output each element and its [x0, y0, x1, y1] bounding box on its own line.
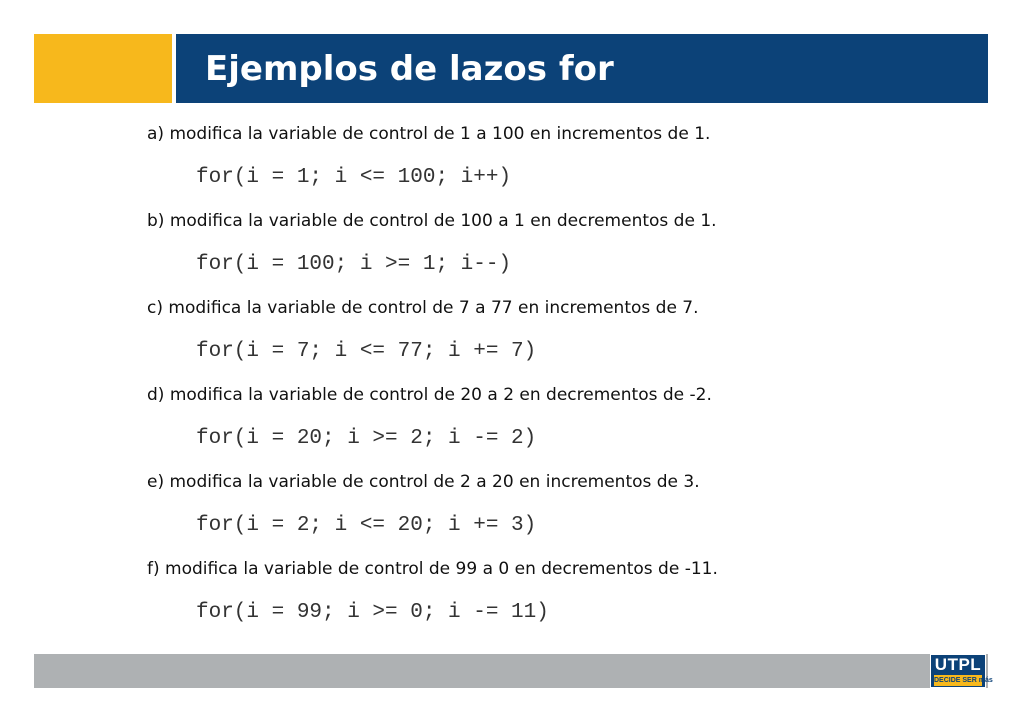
example-b — [147, 205, 947, 292]
example-code: for(i = 2; i <= 20; i += 3) — [196, 514, 537, 537]
header-accent-block — [34, 34, 172, 103]
example-c — [147, 292, 947, 379]
example-description: e) modifica la variable de control de 2 a 20 en incrementos de 3. — [147, 472, 700, 492]
logo-wordmark: UTPL — [934, 655, 982, 674]
example-description: a) modifica la variable de control de 1 a 100 en incrementos de 1. — [147, 124, 711, 144]
example-e — [147, 466, 947, 553]
example-description: b) modifica la variable de control de 100 a 1 en decrementos de 1. — [147, 211, 717, 231]
example-d — [147, 379, 947, 466]
example-description: f) modifica la variable de control de 99 a 0 en decrementos de -11. — [147, 559, 718, 579]
examples-list — [147, 118, 947, 640]
example-code: for(i = 7; i <= 77; i += 7) — [196, 340, 537, 363]
example-code: for(i = 1; i <= 100; i++) — [196, 166, 512, 189]
utpl-logo — [930, 654, 993, 688]
example-code: for(i = 20; i >= 2; i -= 2) — [196, 427, 537, 450]
example-description: c) modifica la variable de control de 7 a 77 en incrementos de 7. — [147, 298, 699, 318]
footer-bar — [34, 654, 993, 688]
example-f — [147, 553, 947, 640]
slide-title: Ejemplos de lazos for — [205, 49, 614, 89]
logo-tagline: DECIDE SER más — [934, 677, 993, 684]
example-code: for(i = 100; i >= 1; i--) — [196, 253, 512, 276]
example-description: d) modifica la variable de control de 20 a 2 en decrementos de -2. — [147, 385, 712, 405]
header-bar — [176, 34, 988, 103]
example-a — [147, 118, 947, 205]
example-code: for(i = 99; i >= 0; i -= 11) — [196, 601, 549, 624]
